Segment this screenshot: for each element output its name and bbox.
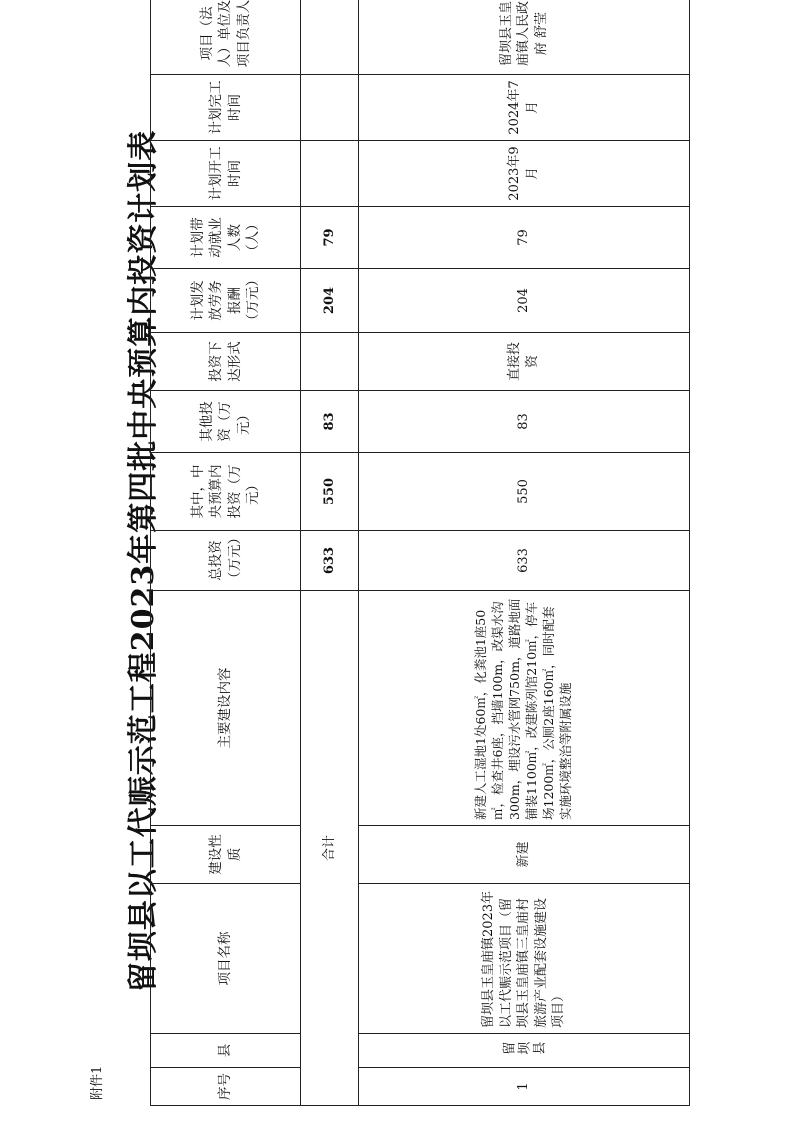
attachment-label: 附件1 bbox=[90, 1065, 105, 1100]
row-other-investment: 83 bbox=[359, 391, 690, 453]
header-project-name: 项目名称 bbox=[151, 884, 301, 1034]
total-owner bbox=[301, 0, 359, 75]
total-central-value: 550 bbox=[301, 453, 359, 531]
row-county bbox=[359, 1034, 690, 1068]
row-end-time: 2024年7月 bbox=[359, 75, 690, 141]
row-seq: 1 bbox=[359, 1068, 690, 1106]
table-header-row bbox=[151, 0, 301, 1106]
total-other-value: 83 bbox=[301, 391, 359, 453]
total-row bbox=[301, 0, 359, 1106]
total-investment-value: 633 bbox=[301, 531, 359, 591]
header-jobs: 计划带动就业人数（人） bbox=[151, 207, 301, 269]
header-content: 主要建设内容 bbox=[151, 591, 301, 826]
header-start-time: 计划开工时间 bbox=[151, 141, 301, 207]
total-label: 合计 bbox=[301, 591, 359, 1106]
row-project-name: 留坝县玉皇庙镇2023年以工代赈示范项目（留坝县玉皇庙镇三皇庙村旅游产业配套设施建设项目） bbox=[359, 884, 690, 1034]
row-start-time: 2023年9月 bbox=[359, 141, 690, 207]
header-nature: 建设性质 bbox=[151, 826, 301, 884]
header-seq: 序号 bbox=[151, 1068, 301, 1106]
row-total-investment: 633 bbox=[359, 531, 690, 591]
total-jobs-value: 79 bbox=[301, 207, 359, 269]
row-owner: 留坝县玉皇庙镇人民政府 舒莹 bbox=[359, 0, 690, 75]
row-county-text: 留坝县 bbox=[501, 1042, 547, 1058]
row-labor-pay: 204 bbox=[359, 269, 690, 333]
row-central-investment: 550 bbox=[359, 453, 690, 531]
total-end bbox=[301, 75, 359, 141]
row-content: 新建人工湿地1处60㎡，化粪池1座50㎡，检查井6座，挡墙100m，改渠水沟300m，埋设污水管网750m，道路地面铺装1100㎡，改建陈列馆210㎡，停车场1200㎡，公厕2座160㎡，同时配套实施环境整治等附属设施 bbox=[359, 591, 690, 826]
header-central-investment: 其中，中央预算内投资（万元） bbox=[151, 453, 301, 531]
investment-plan-table bbox=[150, 0, 690, 1106]
header-issue-form: 投资下达形式 bbox=[151, 333, 301, 391]
row-issue-form: 直接投资 bbox=[359, 333, 690, 391]
header-end-time: 计划完工时间 bbox=[151, 75, 301, 141]
header-county: 县 bbox=[151, 1034, 301, 1068]
row-nature: 新建 bbox=[359, 826, 690, 884]
page-title: 留坝县以工代赈示范工程2023年第四批中央预算内投资计划表 bbox=[126, 129, 161, 993]
header-other-investment: 其他投资（万元） bbox=[151, 391, 301, 453]
header-labor-pay: 计划发放劳务报酬（万元） bbox=[151, 269, 301, 333]
total-issue-form bbox=[301, 333, 359, 391]
total-labor-pay-value: 204 bbox=[301, 269, 359, 333]
header-owner: 项目（法人）单位及项目负责人 bbox=[151, 0, 301, 75]
header-total-investment: 总投资（万元） bbox=[151, 531, 301, 591]
table-row bbox=[359, 0, 690, 1106]
total-start bbox=[301, 141, 359, 207]
row-jobs: 79 bbox=[359, 207, 690, 269]
